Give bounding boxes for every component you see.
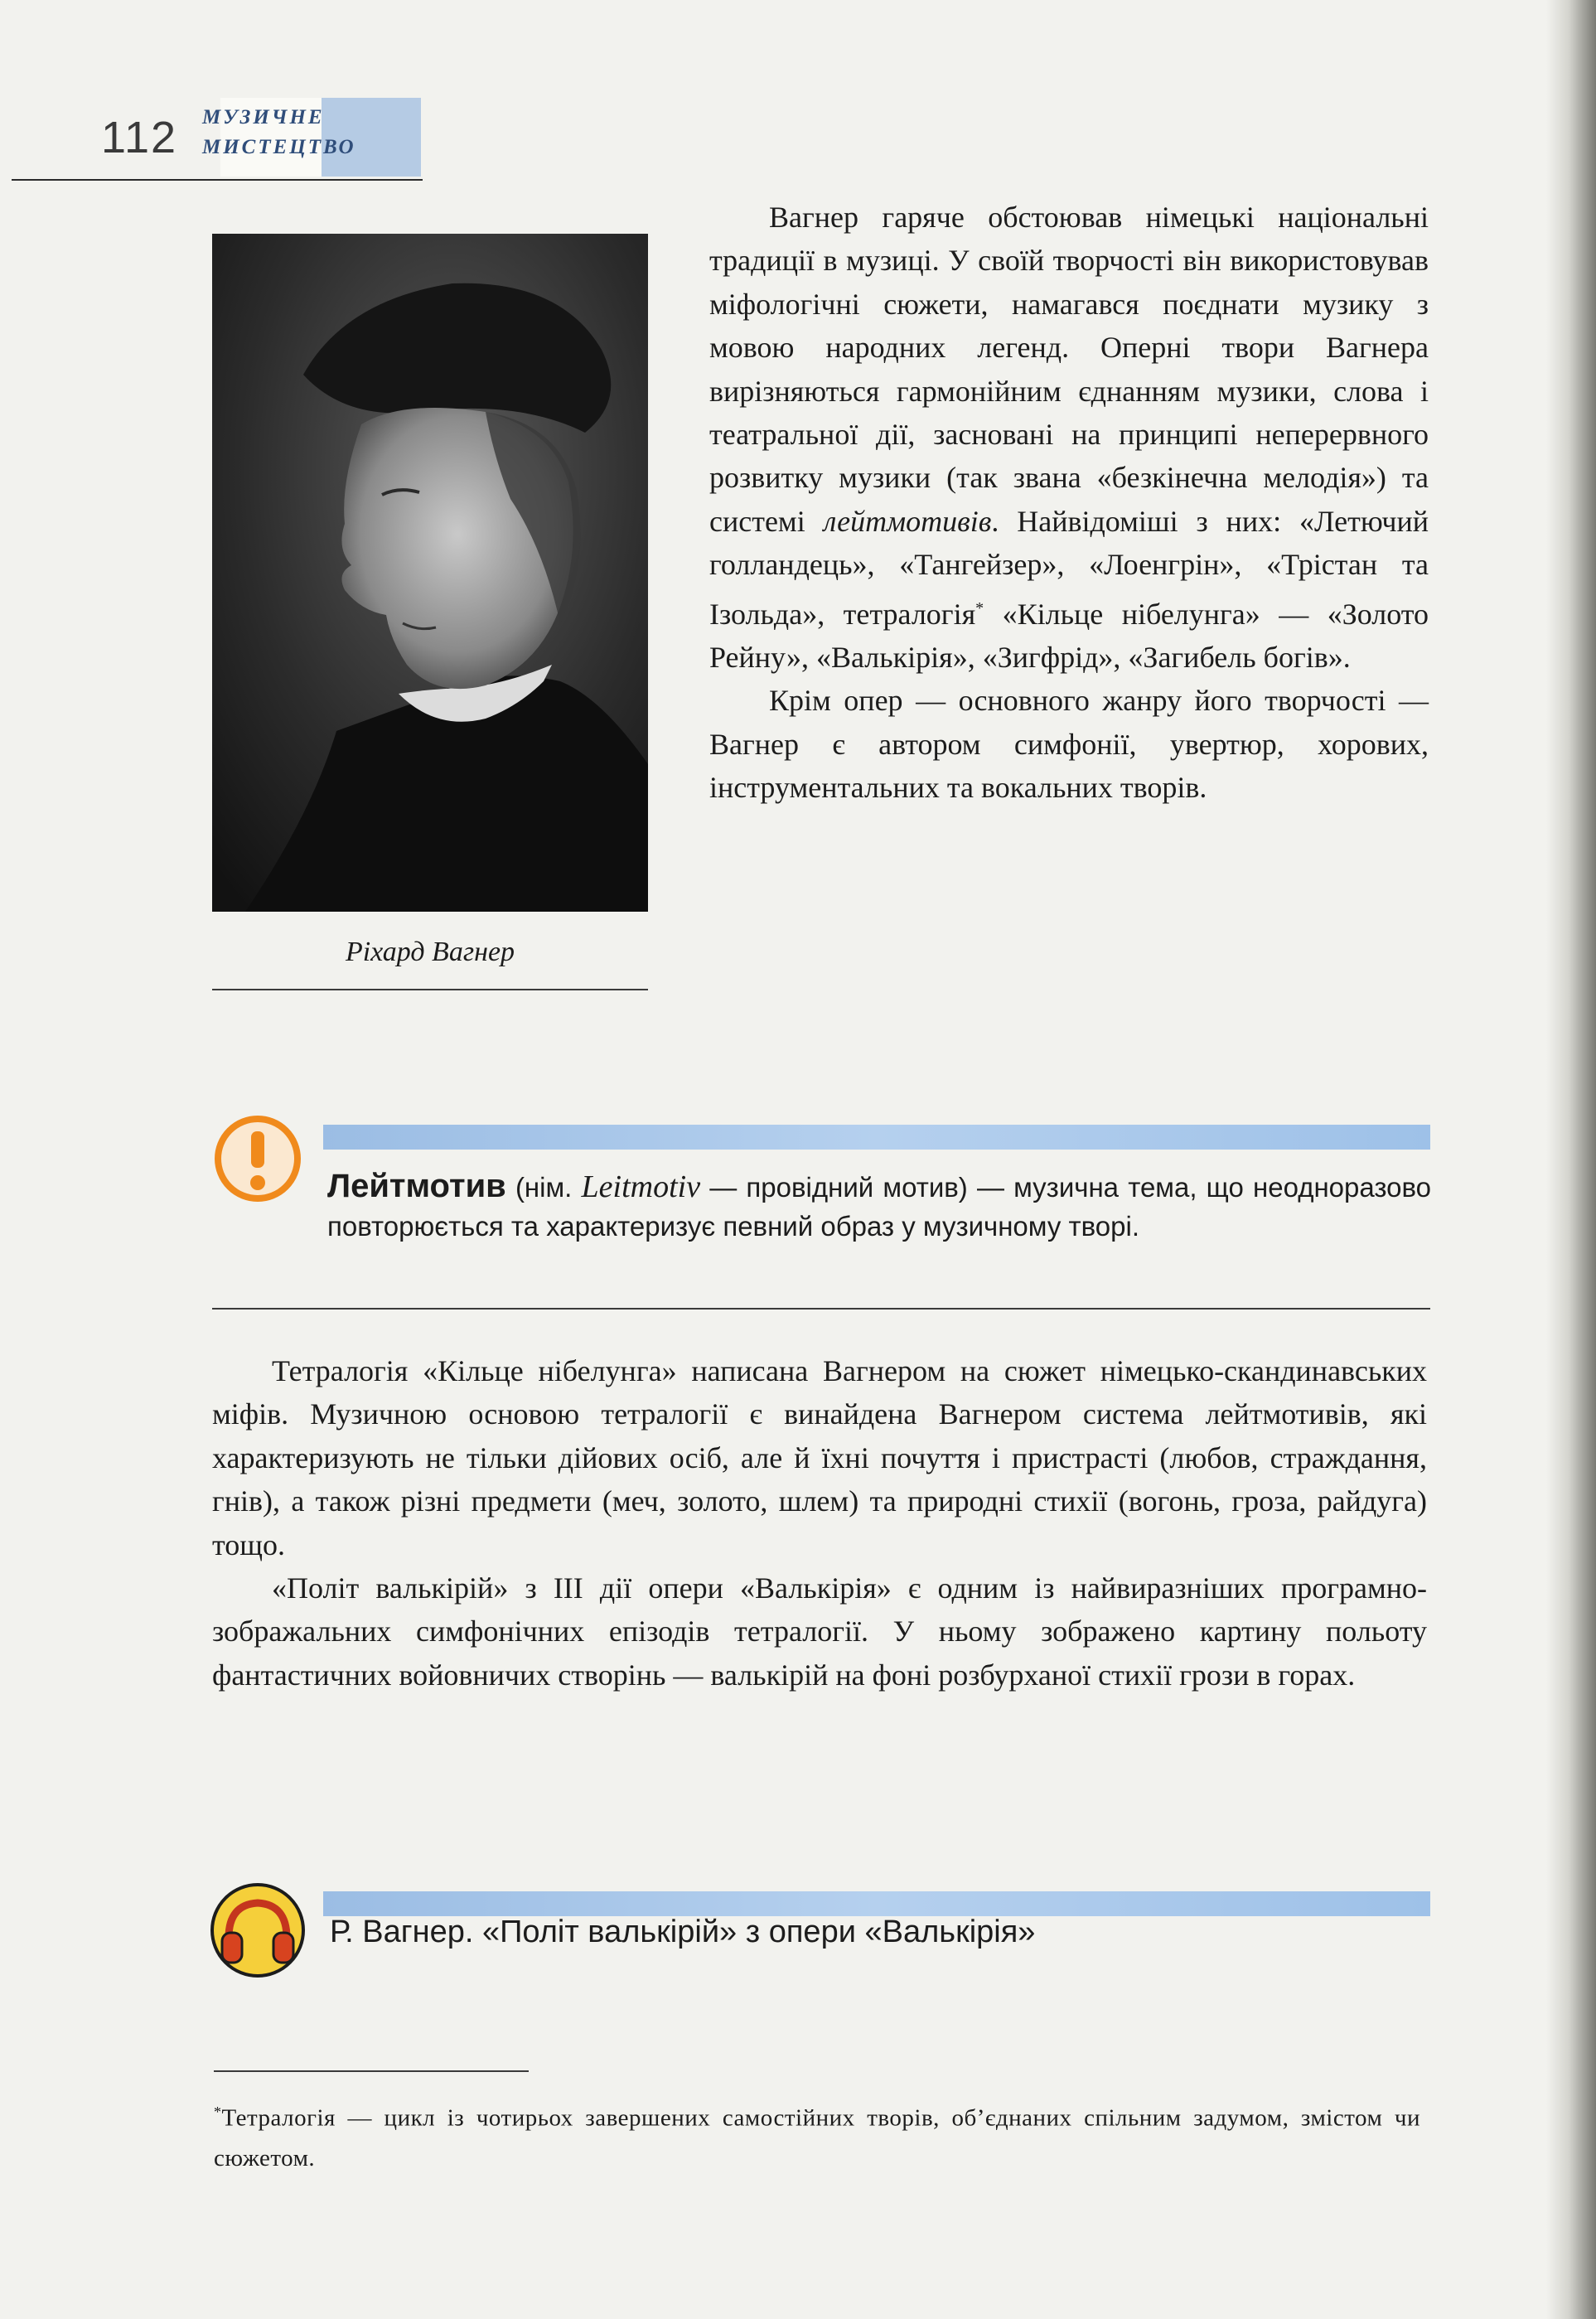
page-number: 112 (101, 113, 178, 162)
exclamation-icon (212, 1113, 303, 1204)
headphones-icon (209, 1881, 307, 1979)
portrait-caption: Ріхард Вагнер (345, 937, 515, 967)
definition-term: Лейтмотив (327, 1168, 506, 1204)
header-rule (12, 179, 423, 181)
definition-text: Лейтмотив (нім. Leitmotiv — провідний мотив) — музична тема, що неодноразово повторюється та характеризує певний образ у музичному творі. (327, 1168, 1431, 1242)
paragraph-main-1: Тетралогія «Кільце нібелунга» написана Вагнером на сюжет німецько-скандинавських міфів. Музичною основою тетралогії є винайдена Вагнером система лейтмотивів, які характеризують не тільки дійових осіб, але й їхні почуття і пристрасті (любов, страждання, гнів), а також різні предмети (меч, золото, шлем) та природні стихії (вогонь, гроза, райдуга) тощо. (212, 1354, 1427, 1561)
paragraph-main-2: «Політ валькірій» з ІІІ дії опери «Валькірія» є одним із найвиразніших програмно-зображальних симфонічних епізодів тетралогії. У ньому зображено картину польоту фантастичних войовничих створінь — валькірій на фоні розбурханої стихії грози в горах. (212, 1571, 1427, 1692)
listening-text: Р. Вагнер. «Політ валькірій» з опери «Валькірія» (330, 1915, 1036, 1949)
caption-rule (212, 989, 648, 990)
header-subject-line2: МИСТЕЦТВО (202, 136, 356, 158)
main-text (212, 1349, 1427, 1697)
definition-rule (212, 1308, 1430, 1310)
emphasis-term: лейтмотивів (823, 504, 992, 538)
footnote-mark: * (975, 598, 984, 617)
footnote-rule (214, 2070, 529, 2072)
intro-text (709, 196, 1429, 810)
book-spine-shadow (1546, 0, 1596, 2319)
portrait-image (212, 234, 648, 912)
header-subject-line1: МУЗИЧНЕ (202, 106, 325, 128)
listening-accent-bar (323, 1891, 1430, 1916)
footnote: *Тетралогія — цикл із чотирьох завершених самостійних творів, об’єднаних спільним задумом, змістом чи сюжетом. (214, 2104, 1420, 2171)
definition-origin: Leitmotiv (581, 1169, 701, 1204)
definition-accent-bar (323, 1125, 1430, 1150)
footnote-mark: * (214, 2104, 222, 2120)
paragraph-intro-1: Вагнер гаряче обстоював німецькі національні традиції в музиці. У своїй творчості він використовував міфологічні сюжети, намагався поєднати музику з мовою народних легенд. Оперні твори Вагнера вирізняються гармонійним єднанням музики, слова і театральної дії, засновані на принципі неперервного розвитку музики (так звана «безкінечна мелодія») та системі лейтмотивів. Найвідоміші з них: «Летючий голландець», «Тангейзер», «Лоенгрін», «Трістан та Ізольда», тетралогія* «Кільце нібелунга» — «Золото Рейну», «Валькірія», «Зигфрід», «Загибель богів». (709, 201, 1429, 675)
paragraph-intro-2: Крім опер — основного жанру його творчості — Вагнер є автором симфонії, увертюр, хорових, інструментальних та вокальних творів. (709, 684, 1429, 805)
